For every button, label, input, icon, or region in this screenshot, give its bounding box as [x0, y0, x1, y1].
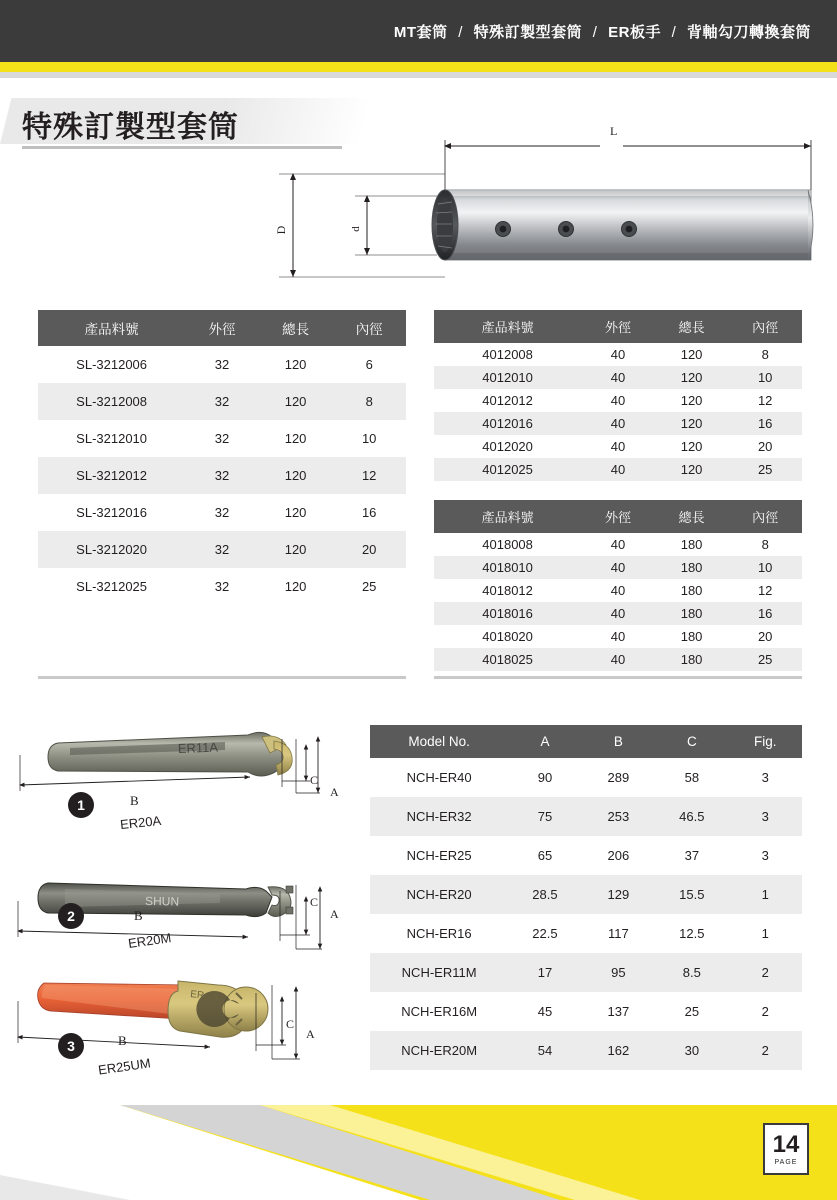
page-number-box: [763, 1123, 809, 1175]
svg-text:ER-25: ER-25: [189, 989, 220, 1003]
column-header-model-no: Model No.: [370, 725, 508, 758]
column-header-inner-dia: 內徑: [728, 310, 802, 343]
cell-total-length: 180: [680, 560, 703, 575]
cell-b: 129: [607, 887, 630, 902]
table-row: [370, 992, 802, 1031]
cell-b: 137: [607, 1004, 630, 1019]
cell-inner-dia: 12: [757, 583, 773, 598]
nav-separator: /: [458, 23, 463, 41]
cell-inner-dia: 20: [757, 629, 773, 644]
cell-model-no: NCH-ER16: [406, 926, 472, 941]
table-row: [38, 420, 406, 457]
cell-c: 8.5: [682, 965, 701, 980]
cell-c: 25: [684, 1004, 700, 1019]
table-row: [370, 758, 802, 797]
cell-fig: 2: [761, 1004, 769, 1019]
cell-a: 54: [537, 1043, 553, 1058]
cell-outer-dia: 40: [610, 370, 626, 385]
footer-decoration: [0, 1105, 837, 1200]
nav-item-backshaft-adapter[interactable]: 背軸勾刀轉換套筒: [686, 23, 811, 41]
cell-model-no: NCH-ER11M: [401, 965, 477, 980]
column-header-b: B: [582, 725, 655, 758]
cell-a: 28.5: [532, 887, 558, 902]
cell-outer-dia: 40: [610, 393, 626, 408]
cell-part-no: 4012010: [482, 370, 533, 385]
page-title: 特殊訂製型套筒: [22, 110, 239, 145]
cell-part-no: SL-3212006: [76, 357, 148, 372]
svg-text:SHUN: SHUN: [144, 894, 180, 909]
cell-outer-dia: 40: [610, 416, 626, 431]
cell-part-no: 4012012: [482, 393, 533, 408]
cell-model-no: NCH-ER25: [406, 848, 472, 863]
column-header-inner-dia: 內徑: [728, 500, 802, 533]
cell-b: 289: [607, 770, 630, 785]
column-header-part-no: 產品料號: [434, 310, 581, 343]
cell-outer-dia: 40: [610, 537, 626, 552]
cell-total-length: 120: [284, 431, 307, 446]
figure-2-dim-a: A: [330, 907, 339, 921]
cell-total-length: 120: [284, 357, 307, 372]
cell-inner-dia: 16: [757, 606, 773, 621]
table-body: [38, 346, 406, 605]
figure-badge-1: 1: [68, 792, 94, 818]
cell-outer-dia: 32: [214, 579, 230, 594]
column-header-c: C: [655, 725, 728, 758]
figure-3-dim-a: A: [306, 1027, 315, 1041]
figure-1-name: ER20A: [119, 812, 162, 833]
cell-inner-dia: 12: [757, 393, 773, 408]
figure-3-dim-c: C: [286, 1017, 295, 1031]
product-drawing: [255, 112, 825, 292]
cell-b: 206: [607, 848, 630, 863]
cell-model-no: NCH-ER16M: [401, 1004, 478, 1019]
cell-a: 45: [537, 1004, 553, 1019]
header-navigation: [394, 21, 811, 42]
nav-item-custom-sleeve[interactable]: 特殊訂製型套筒: [473, 23, 583, 41]
cell-part-no: SL-3212012: [76, 468, 148, 483]
cell-fig: 2: [761, 1043, 769, 1058]
column-header-inner-dia: 內徑: [332, 310, 406, 346]
cell-total-length: 180: [680, 652, 703, 667]
table-row: [38, 346, 406, 383]
table-body: [434, 533, 802, 671]
figure-badge-3: 3: [58, 1033, 84, 1059]
table-row: [434, 579, 802, 602]
table-sleeve-40-180: [434, 500, 802, 671]
cell-outer-dia: 40: [610, 347, 626, 362]
figure-badge-2: 2: [58, 903, 84, 929]
cell-a: 17: [537, 965, 553, 980]
cell-part-no: SL-3212020: [76, 542, 148, 557]
cell-inner-dia: 6: [365, 357, 373, 372]
cell-fig: 3: [761, 848, 769, 863]
figure-1-dim-b: B: [130, 793, 139, 808]
cell-outer-dia: 32: [214, 394, 230, 409]
table-row: [38, 383, 406, 420]
table-row: [434, 556, 802, 579]
cell-total-length: 120: [680, 347, 703, 362]
figure-1-dim-a: A: [330, 785, 339, 799]
table-header-row: [434, 310, 802, 343]
table-row: [370, 797, 802, 836]
cell-part-no: 4018025: [482, 652, 533, 667]
cell-total-length: 120: [680, 370, 703, 385]
table-custom-sleeve-sl: [38, 310, 406, 605]
cell-inner-dia: 8: [761, 537, 769, 552]
figure-2-dim-c: C: [310, 895, 319, 909]
cell-fig: 2: [761, 965, 769, 980]
figure-3-dim-b: B: [118, 1033, 127, 1048]
header-bar: [0, 0, 837, 62]
table-row: [370, 836, 802, 875]
table-row: [434, 366, 802, 389]
column-header-total-length: 總長: [259, 310, 333, 346]
cell-part-no: 4018008: [482, 537, 533, 552]
column-header-fig: Fig.: [729, 725, 802, 758]
table-sleeve-40-120: [434, 310, 802, 481]
cell-inner-dia: 25: [361, 579, 377, 594]
table-body: [434, 343, 802, 481]
cell-c: 15.5: [679, 887, 705, 902]
cell-c: 12.5: [679, 926, 705, 941]
table-row: [38, 494, 406, 531]
cell-a: 90: [537, 770, 553, 785]
cell-total-length: 120: [680, 439, 703, 454]
cell-part-no: 4012020: [482, 439, 533, 454]
cell-total-length: 120: [284, 579, 307, 594]
column-header-total-length: 總長: [655, 310, 729, 343]
cell-inner-dia: 16: [361, 505, 377, 520]
column-header-outer-dia: 外徑: [581, 310, 655, 343]
cell-outer-dia: 32: [214, 468, 230, 483]
figure-2-name: ER20M: [127, 930, 173, 951]
cell-outer-dia: 40: [610, 583, 626, 598]
cell-model-no: NCH-ER20: [406, 887, 472, 902]
cell-part-no: 4012025: [482, 462, 533, 477]
cell-c: 58: [684, 770, 700, 785]
svg-text:L: L: [610, 124, 618, 138]
cell-outer-dia: 40: [610, 439, 626, 454]
cell-b: 95: [611, 965, 626, 980]
cell-fig: 3: [761, 809, 769, 824]
table-row: [38, 568, 406, 605]
cell-a: 22.5: [532, 926, 558, 941]
cell-part-no: 4018012: [482, 583, 533, 598]
cell-total-length: 120: [680, 393, 703, 408]
table-row: [370, 1031, 802, 1070]
cell-outer-dia: 40: [610, 629, 626, 644]
cell-outer-dia: 32: [214, 357, 230, 372]
figure-1-dim-c: C: [310, 773, 319, 787]
column-header-outer-dia: 外徑: [581, 500, 655, 533]
cell-outer-dia: 40: [610, 652, 626, 667]
cell-total-length: 120: [284, 542, 307, 557]
table-row: [370, 953, 802, 992]
nav-separator: /: [671, 23, 677, 41]
table-er-wrench-models: [370, 725, 802, 1070]
table-row: [38, 531, 406, 568]
table-row: [434, 389, 802, 412]
cell-inner-dia: 10: [757, 560, 773, 575]
cell-total-length: 180: [680, 629, 703, 644]
cell-total-length: 180: [680, 606, 703, 621]
cell-part-no: 4012008: [482, 347, 533, 362]
table-row: [434, 648, 802, 671]
cell-outer-dia: 40: [610, 606, 626, 621]
cell-model-no: NCH-ER40: [406, 770, 472, 785]
cell-inner-dia: 8: [365, 394, 373, 409]
cell-c: 37: [684, 848, 700, 863]
column-header-part-no: 產品料號: [434, 500, 581, 533]
nav-item-er-wrench[interactable]: ER板手: [608, 23, 661, 41]
column-header-outer-dia: 外徑: [185, 310, 259, 346]
cell-part-no: SL-3212016: [76, 505, 148, 520]
cell-a: 75: [537, 809, 553, 824]
table-row: [434, 343, 802, 366]
cell-part-no: SL-3212010: [76, 431, 148, 446]
table-row: [370, 914, 802, 953]
cell-part-no: 4018020: [482, 629, 533, 644]
table-header-row: [370, 725, 802, 758]
column-header-total-length: 總長: [655, 500, 729, 533]
nav-item-mt-sleeve[interactable]: MT套筒: [393, 23, 448, 41]
nav-separator: /: [592, 23, 598, 41]
cell-inner-dia: 25: [757, 652, 773, 667]
cell-inner-dia: 10: [757, 370, 773, 385]
svg-text:d: d: [350, 226, 362, 232]
table-row: [38, 457, 406, 494]
cell-a: 65: [537, 848, 553, 863]
sleeve-diagram-svg: [255, 112, 825, 292]
svg-text:D: D: [274, 225, 288, 235]
cell-total-length: 120: [284, 394, 307, 409]
cell-b: 253: [607, 809, 630, 824]
page-label: PAGE: [774, 1158, 798, 1166]
cell-outer-dia: 32: [214, 542, 230, 557]
figure-2-dim-b: B: [134, 908, 143, 923]
figure-3-name: ER25UM: [97, 1055, 152, 1078]
cell-part-no: 4018016: [482, 606, 533, 621]
divider-right: [434, 676, 802, 679]
cell-inner-dia: 12: [361, 468, 377, 483]
cell-outer-dia: 32: [214, 431, 230, 446]
cell-inner-dia: 20: [757, 439, 773, 454]
table-row: [434, 602, 802, 625]
cell-outer-dia: 40: [610, 560, 626, 575]
svg-text:ER11A: ER11A: [177, 739, 219, 756]
cell-total-length: 120: [284, 505, 307, 520]
cell-model-no: NCH-ER32: [406, 809, 472, 824]
cell-fig: 1: [761, 926, 769, 941]
table-row: [434, 625, 802, 648]
header-grey-stripe: [0, 72, 837, 78]
cell-total-length: 120: [680, 416, 703, 431]
wrench-figures: [10, 715, 360, 1095]
table-row: [434, 458, 802, 481]
cell-total-length: 120: [284, 468, 307, 483]
table-row: [370, 875, 802, 914]
header-accent-stripe: [0, 62, 837, 72]
cell-total-length: 180: [680, 537, 703, 552]
cell-part-no: 4018010: [482, 560, 533, 575]
divider-left: [38, 676, 406, 679]
table-row: [434, 435, 802, 458]
column-header-part-no: 產品料號: [38, 310, 185, 346]
cell-inner-dia: 25: [757, 462, 773, 477]
cell-outer-dia: 40: [610, 462, 626, 477]
column-header-a: A: [508, 725, 581, 758]
cell-inner-dia: 10: [361, 431, 377, 446]
cell-fig: 1: [761, 887, 769, 902]
cell-part-no: 4012016: [482, 416, 533, 431]
table-row: [434, 412, 802, 435]
table-row: [434, 533, 802, 556]
cell-part-no: SL-3212025: [76, 579, 148, 594]
cell-inner-dia: 20: [361, 542, 377, 557]
table-body: [370, 758, 802, 1070]
cell-outer-dia: 32: [214, 505, 230, 520]
cell-c: 30: [684, 1043, 700, 1058]
cell-total-length: 180: [680, 583, 703, 598]
page-number: 14: [772, 1130, 800, 1158]
cell-part-no: SL-3212008: [76, 394, 148, 409]
cell-inner-dia: 8: [761, 347, 769, 362]
footer: [0, 1105, 837, 1200]
cell-inner-dia: 16: [757, 416, 773, 431]
cell-c: 46.5: [679, 809, 705, 824]
table-header-row: [434, 500, 802, 533]
cell-model-no: NCH-ER20M: [401, 1043, 478, 1058]
cell-b: 117: [608, 926, 629, 941]
cell-b: 162: [607, 1043, 630, 1058]
cell-total-length: 120: [680, 462, 703, 477]
cell-fig: 3: [761, 770, 769, 785]
table-header-row: [38, 310, 406, 346]
